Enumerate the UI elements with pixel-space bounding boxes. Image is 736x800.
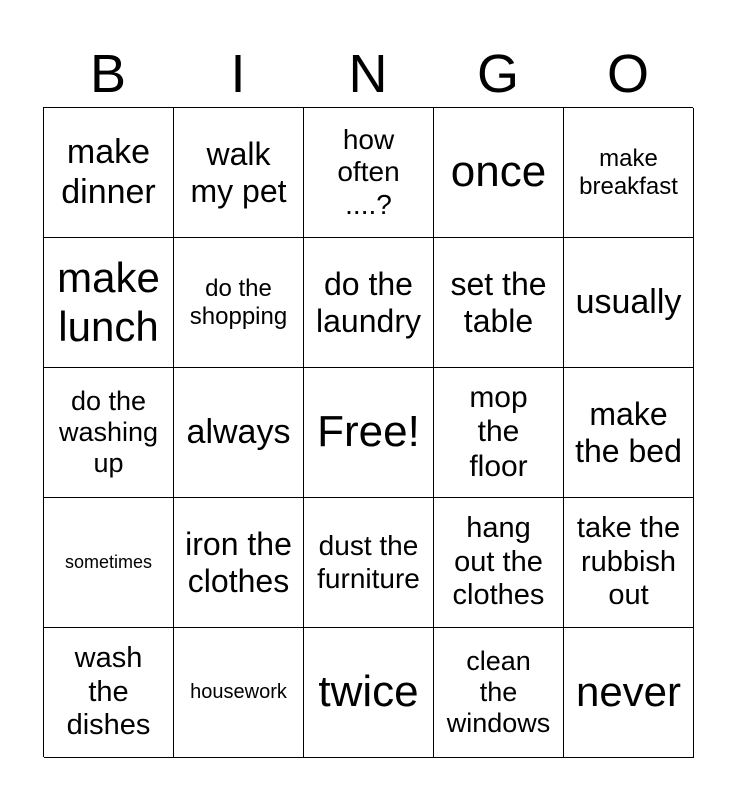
- bingo-board: [43, 107, 693, 757]
- cell-text: walk my pet: [190, 135, 287, 209]
- cell-text: Free!: [317, 407, 420, 457]
- bingo-cell[interactable]: [564, 628, 694, 758]
- cell-text: make lunch: [57, 254, 160, 350]
- cell-text: mop the floor: [469, 380, 528, 483]
- cell-text: housework: [190, 681, 287, 703]
- bingo-cell[interactable]: [174, 628, 304, 758]
- bingo-header: [43, 40, 693, 108]
- cell-text: never: [575, 668, 682, 716]
- header-letter-i: I: [230, 44, 246, 104]
- bingo-cell[interactable]: [304, 628, 434, 758]
- bingo-cell[interactable]: [174, 238, 304, 368]
- header-letter-g: G: [476, 44, 519, 104]
- header-letter-o: O: [606, 44, 649, 104]
- cell-text: take the rubbish out: [576, 512, 681, 612]
- bingo-cell[interactable]: [304, 238, 434, 368]
- cell-text: make breakfast: [579, 144, 678, 200]
- cell-text: how often ....?: [337, 124, 400, 220]
- cell-text: wash the dishes: [66, 642, 151, 742]
- cell-text: do the shopping: [189, 274, 288, 330]
- cell-text: make dinner: [61, 133, 156, 211]
- bingo-cell[interactable]: [304, 498, 434, 628]
- cell-text: clean the windows: [446, 645, 551, 739]
- bingo-cell[interactable]: [44, 498, 174, 628]
- cell-text: do the washing up: [58, 385, 159, 479]
- cell-text: dust the furniture: [317, 530, 420, 594]
- header-letter-b: B: [89, 44, 127, 104]
- bingo-cell[interactable]: [434, 238, 564, 368]
- bingo-cell[interactable]: [174, 108, 304, 238]
- cell-text: iron the clothes: [185, 525, 292, 599]
- cell-text: set the table: [450, 265, 547, 339]
- cell-text: hang out the clothes: [452, 512, 545, 612]
- bingo-cell[interactable]: [44, 238, 174, 368]
- bingo-cell[interactable]: [44, 368, 174, 498]
- cell-text: do the laundry: [316, 265, 421, 339]
- cell-text: sometimes: [64, 552, 153, 573]
- bingo-cell[interactable]: [564, 368, 694, 498]
- bingo-cell[interactable]: [434, 628, 564, 758]
- bingo-cell[interactable]: [564, 498, 694, 628]
- bingo-cell[interactable]: [44, 628, 174, 758]
- bingo-cell[interactable]: [174, 498, 304, 628]
- cell-text: always: [186, 412, 291, 451]
- bingo-cell[interactable]: [564, 238, 694, 368]
- cell-text: usually: [575, 282, 682, 321]
- bingo-cell[interactable]: [44, 108, 174, 238]
- header-letter-n: N: [348, 44, 388, 104]
- cell-text: twice: [318, 667, 419, 717]
- bingo-cell[interactable]: [564, 108, 694, 238]
- bingo-cell[interactable]: [304, 108, 434, 238]
- bingo-cell[interactable]: [434, 368, 564, 498]
- bingo-cell[interactable]: [434, 498, 564, 628]
- cell-text: make the bed: [575, 395, 682, 469]
- bingo-cell-free[interactable]: [304, 368, 434, 498]
- bingo-cell[interactable]: [174, 368, 304, 498]
- bingo-cell[interactable]: [434, 108, 564, 238]
- cell-text: once: [450, 147, 547, 197]
